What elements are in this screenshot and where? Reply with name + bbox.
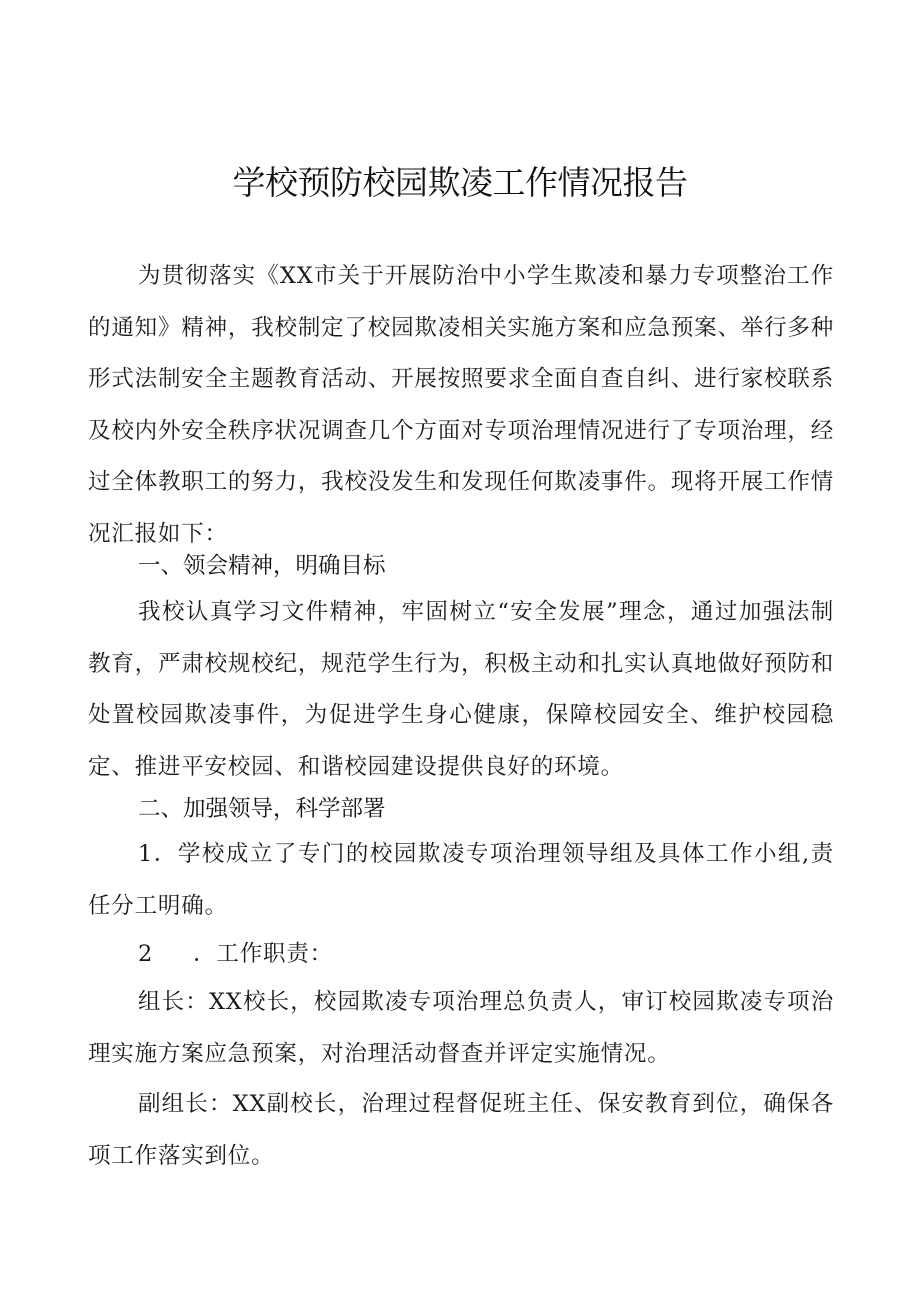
intro-paragraph: 为贯彻落实《XX市关于开展防治中小学生欺凌和暴力专项整治工作的通知》精神，我校制定了校园欺凌相关实施方案和应急预案、举行多种形式法制安全主题教育活动、开展按照要求全面自查自纠、进行家校联系及校内外安全秩序状况调查几个方面对专项治理情况进行了专项治理，经过全体教职工的努力，我校没发生和发现任何欺凌事件。现将开展工作情况汇报如下： <box>88 263 834 547</box>
section-1-heading: 一、领会精神，明确目标 <box>138 553 386 579</box>
section-2-item-2 <box>88 929 834 981</box>
section-2-heading: 二、加强领导，科学部署 <box>138 796 386 822</box>
section-1-body: 我校认真学习文件精神，牢固树立“安全发展”理念，通过加强法制教育，严肃校规校纪，规范学生行为，积极主动和扎实认真地做好预防和处置校园欺凌事件，为促进学生身心健康，保障校园安全、维护校园稳定、推进平安校园、和谐校园建设提供良好的环境。 <box>88 599 834 780</box>
item-2-number: 2 <box>138 941 154 967</box>
leader-paragraph: 组长：XX校长，校园欺凌专项治理总负责人，审订校园欺凌专项治理实施方案应急预案，对治理活动督查并评定实施情况。 <box>88 989 834 1067</box>
deputy-leader-paragraph: 副组长：XX副校长，治理过程督促班主任、保安教育到位，确保各项工作落实到位。 <box>88 1091 834 1169</box>
document-title: 学校预防校园欺凌工作情况报告 <box>232 163 688 202</box>
section-2-item-1: 1．学校成立了专门的校园欺凌专项治理领导组及具体工作小组,责任分工明确。 <box>88 841 834 919</box>
item-2-text: ．工作职责： <box>193 941 333 967</box>
